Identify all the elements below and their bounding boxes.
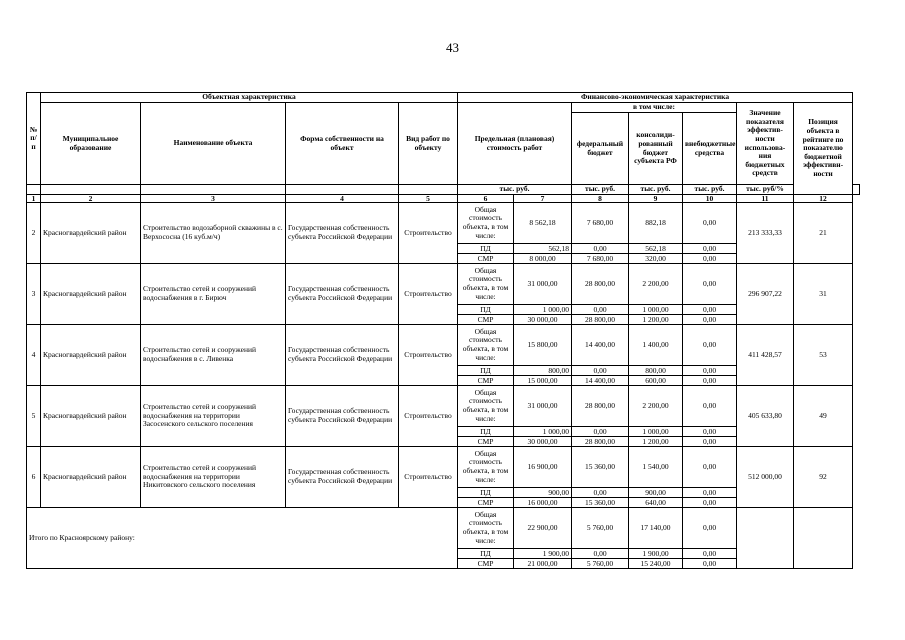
total-cost-label: Общая стоимость объекта, в том числе: (458, 264, 514, 305)
pd-federal-value: 0,00 (572, 244, 629, 254)
ownership-cell: Государственная собственность субъекта Российской Федерации (286, 447, 399, 508)
work-type-cell: Строительство (399, 386, 458, 447)
pd-federal-value: 0,00 (572, 488, 629, 498)
smr-label: СМР (458, 559, 514, 569)
header-num: № п/п (27, 93, 41, 185)
pd-extrabudget-value: 0,00 (683, 366, 737, 376)
header-extrabudget: внебюджетные средства (683, 113, 737, 185)
total-extrabudget-value: 0,00 (683, 508, 737, 549)
indicator-cell: 411 428,57 (737, 325, 794, 386)
total-federal-value: 15 360,00 (572, 447, 629, 488)
total-extrabudget-value: 0,00 (683, 325, 737, 366)
pd-federal-value: 0,00 (572, 366, 629, 376)
column-number: 6 (458, 195, 514, 203)
work-type-cell: Строительство (399, 264, 458, 325)
ownership-cell: Государственная собственность субъекта Российской Федерации (286, 386, 399, 447)
smr-extrabudget-value: 0,00 (683, 559, 737, 569)
header-position: Позиция объекта в рейтинге по показателю бюджетной эффективн-ности (794, 103, 853, 195)
pd-consolidated-value: 1 900,00 (629, 549, 683, 559)
column-number: 10 (683, 195, 737, 203)
pd-cost-value: 900,00 (514, 488, 572, 498)
total-cost-label: Общая стоимость объекта, в том числе: (458, 386, 514, 427)
ownership-cell: Государственная собственность субъекта Российской Федерации (286, 325, 399, 386)
smr-label: СМР (458, 437, 514, 447)
units-blank (41, 185, 141, 195)
pd-cost-value: 800,00 (514, 366, 572, 376)
table-row (27, 386, 860, 427)
pd-federal-value: 0,00 (572, 427, 629, 437)
column-number: 11 (737, 195, 794, 203)
header-municipality: Муниципальное образование (41, 103, 141, 185)
pd-extrabudget-value: 0,00 (683, 427, 737, 437)
total-label: Итого по Красноярскому району: (27, 508, 458, 569)
municipality-cell: Красногвардейский район (41, 264, 141, 325)
pd-label: ПД (458, 244, 514, 254)
total-consolidated-value: 882,18 (629, 203, 683, 244)
header-consolidated: консолиди-рованный бюджет субъекта РФ (629, 113, 683, 185)
pd-consolidated-value: 1 000,00 (629, 427, 683, 437)
indicator-cell: 512 000,00 (737, 447, 794, 508)
pd-label: ПД (458, 366, 514, 376)
smr-consolidated-value: 600,00 (629, 376, 683, 386)
units-blank (286, 185, 399, 195)
pd-extrabudget-value: 0,00 (683, 305, 737, 315)
municipality-cell: Красногвардейский район (41, 203, 141, 264)
total-federal-value: 7 680,00 (572, 203, 629, 244)
column-number: 7 (514, 195, 572, 203)
table-row (27, 325, 860, 366)
smr-extrabudget-value: 0,00 (683, 498, 737, 508)
pd-extrabudget-value: 0,00 (683, 549, 737, 559)
total-cost-value: 16 900,00 (514, 447, 572, 488)
smr-cost-value: 30 000,00 (514, 437, 572, 447)
pd-consolidated-value: 800,00 (629, 366, 683, 376)
total-cost-label: Общая стоимость объекта, в том числе: (458, 447, 514, 488)
position-cell: 92 (794, 447, 853, 508)
row-number: 3 (27, 264, 41, 325)
unit-consolidated: тыс. руб. (629, 185, 683, 195)
smr-consolidated-value: 15 240,00 (629, 559, 683, 569)
page-number: 43 (446, 40, 459, 55)
column-number: 9 (629, 195, 683, 203)
total-federal-value: 14 400,00 (572, 325, 629, 366)
work-type-cell: Строительство (399, 203, 458, 264)
smr-label: СМР (458, 315, 514, 325)
unit-extrabudget: тыс. руб. (683, 185, 737, 195)
smr-label: СМР (458, 254, 514, 264)
total-federal-value: 5 760,00 (572, 508, 629, 549)
column-number: 12 (794, 195, 853, 203)
total-extrabudget-value: 0,00 (683, 264, 737, 305)
smr-extrabudget-value: 0,00 (683, 437, 737, 447)
total-federal-value: 28 800,00 (572, 264, 629, 305)
smr-cost-value: 16 000,00 (514, 498, 572, 508)
smr-federal-value: 14 400,00 (572, 376, 629, 386)
total-consolidated-value: 1 400,00 (629, 325, 683, 366)
units-blank (853, 185, 860, 195)
smr-federal-value: 28 800,00 (572, 315, 629, 325)
total-cost-label: Общая стоимость объекта, в том числе: (458, 203, 514, 244)
total-row (27, 508, 860, 549)
pd-cost-value: 1 900,00 (514, 549, 572, 559)
ownership-cell: Государственная собственность субъекта Российской Федерации (286, 264, 399, 325)
column-number: 8 (572, 195, 629, 203)
work-type-cell: Строительство (399, 447, 458, 508)
position-cell: 31 (794, 264, 853, 325)
header-federal: федеральный бюджет (572, 113, 629, 185)
pd-label: ПД (458, 488, 514, 498)
pd-label: ПД (458, 427, 514, 437)
smr-consolidated-value: 320,00 (629, 254, 683, 264)
pd-label: ПД (458, 549, 514, 559)
smr-label: СМР (458, 376, 514, 386)
row-number: 5 (27, 386, 41, 447)
table-row (27, 203, 860, 244)
total-extrabudget-value: 0,00 (683, 447, 737, 488)
header-object-name: Наименование объекта (141, 103, 286, 185)
column-number: 3 (141, 195, 286, 203)
pd-consolidated-value: 562,18 (629, 244, 683, 254)
smr-federal-value: 5 760,00 (572, 559, 629, 569)
smr-cost-value: 21 000,00 (514, 559, 572, 569)
total-cost-value: 31 000,00 (514, 386, 572, 427)
total-consolidated-value: 2 200,00 (629, 264, 683, 305)
header-including: в том числе: (572, 103, 737, 113)
smr-federal-value: 15 360,00 (572, 498, 629, 508)
row-number: 2 (27, 203, 41, 264)
unit-indicator: тыс. руб/% (737, 185, 794, 195)
financial-table (26, 92, 860, 569)
smr-extrabudget-value: 0,00 (683, 315, 737, 325)
unit-federal: тыс. руб. (572, 185, 629, 195)
smr-federal-value: 28 800,00 (572, 437, 629, 447)
smr-extrabudget-value: 0,00 (683, 376, 737, 386)
header-finance-group: Финансово-экономическая характеристика (458, 93, 853, 103)
municipality-cell: Красногвардейский район (41, 447, 141, 508)
pd-cost-value: 562,18 (514, 244, 572, 254)
units-blank (399, 185, 458, 195)
smr-consolidated-value: 1 200,00 (629, 315, 683, 325)
object-name-cell: Строительство водозаборной скважины в с. Верхососна (16 куб.м/ч) (141, 203, 286, 264)
column-number: 4 (286, 195, 399, 203)
units-blank (141, 185, 286, 195)
pd-consolidated-value: 900,00 (629, 488, 683, 498)
total-consolidated-value: 17 140,00 (629, 508, 683, 549)
column-number: 1 (27, 195, 41, 203)
column-number: 2 (41, 195, 141, 203)
indicator-cell: 296 907,22 (737, 264, 794, 325)
header-indicator: Значение показателя эффектив-ности использова-ния бюджетных средств (737, 103, 794, 185)
position-cell: 49 (794, 386, 853, 447)
object-name-cell: Строительство сетей и сооружений водоснабжения в г. Бирюч (141, 264, 286, 325)
object-name-cell: Строительство сетей и сооружений водоснабжения в с. Ливенка (141, 325, 286, 386)
smr-consolidated-value: 640,00 (629, 498, 683, 508)
pd-cost-value: 1 000,00 (514, 305, 572, 315)
total-consolidated-value: 1 540,00 (629, 447, 683, 488)
smr-cost-value: 8 000,00 (514, 254, 572, 264)
smr-cost-value: 30 000,00 (514, 315, 572, 325)
total-federal-value: 28 800,00 (572, 386, 629, 427)
total-extrabudget-value: 0,00 (683, 386, 737, 427)
indicator-cell: 213 333,33 (737, 203, 794, 264)
smr-federal-value: 7 680,00 (572, 254, 629, 264)
pd-extrabudget-value: 0,00 (683, 488, 737, 498)
pd-cost-value: 1 000,00 (514, 427, 572, 437)
pd-consolidated-value: 1 000,00 (629, 305, 683, 315)
total-extrabudget-value: 0,00 (683, 203, 737, 244)
header-planned-cost: Предельная (плановая) стоимость работ (458, 103, 572, 185)
row-number: 4 (27, 325, 41, 386)
total-cost-label: Общая стоимость объекта, в том числе: (458, 508, 514, 549)
column-number: 5 (399, 195, 458, 203)
total-cost-value: 31 000,00 (514, 264, 572, 305)
smr-consolidated-value: 1 200,00 (629, 437, 683, 447)
position-cell: 53 (794, 325, 853, 386)
total-consolidated-value: 2 200,00 (629, 386, 683, 427)
indicator-cell: 405 633,80 (737, 386, 794, 447)
units-blank (27, 185, 41, 195)
row-number: 6 (27, 447, 41, 508)
header-object-group: Объектная характеристика (41, 93, 458, 103)
table-row (27, 447, 860, 488)
object-name-cell: Строительство сетей и сооружений водоснабжения на территории Никитовского сельского поселения (141, 447, 286, 508)
municipality-cell: Красногвардейский район (41, 386, 141, 447)
header-ownership: Форма собственности на объект (286, 103, 399, 185)
header-work-type: Вид работ по объекту (399, 103, 458, 185)
object-name-cell: Строительство сетей и сооружений водоснабжения на территории Засосенского сельского поселения (141, 386, 286, 447)
total-cost-value: 15 800,00 (514, 325, 572, 366)
position-cell: 21 (794, 203, 853, 264)
smr-cost-value: 15 000,00 (514, 376, 572, 386)
total-cost-value: 8 562,18 (514, 203, 572, 244)
pd-label: ПД (458, 305, 514, 315)
unit-planned-cost: тыс. руб. (458, 185, 572, 195)
ownership-cell: Государственная собственность субъекта Российской Федерации (286, 203, 399, 264)
smr-extrabudget-value: 0,00 (683, 254, 737, 264)
position-cell (794, 508, 853, 569)
total-cost-value: 22 900,00 (514, 508, 572, 549)
work-type-cell: Строительство (399, 325, 458, 386)
smr-label: СМР (458, 498, 514, 508)
total-cost-label: Общая стоимость объекта, в том числе: (458, 325, 514, 366)
table-body (27, 93, 860, 569)
pd-federal-value: 0,00 (572, 305, 629, 315)
pd-federal-value: 0,00 (572, 549, 629, 559)
municipality-cell: Красногвардейский район (41, 325, 141, 386)
table-row (27, 264, 860, 305)
indicator-cell (737, 508, 794, 569)
pd-extrabudget-value: 0,00 (683, 244, 737, 254)
